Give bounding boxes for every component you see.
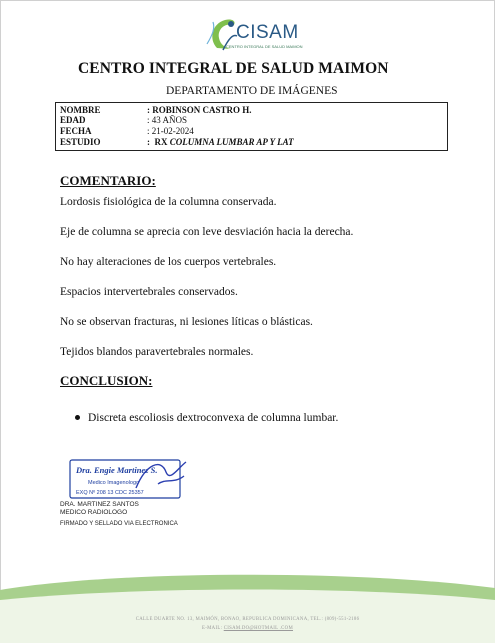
study-value [147,137,294,147]
name-value: : ROBINSON CASTRO H. [147,105,252,115]
department-label: DEPARTAMENTO DE IMÁGENES [166,85,338,97]
study-name: COLUMNA LUMBAR AP Y LAT [169,137,294,147]
logo-text: CISAM [236,22,299,43]
signature-stamp-icon [66,454,196,506]
signature-note: FIRMADO Y SELLADO VIA ELECTRONICA [60,521,178,527]
conclusion-item [75,412,338,424]
stamp-title: Medico Imagenologo [88,480,140,486]
document-title: CENTRO INTEGRAL DE SALUD MAIMON [78,60,389,77]
comment-line: Espacios intervertebrales conservados. [60,286,238,298]
age-value: : 43 AÑOS [147,115,188,125]
comment-line: Eje de columna se aprecia con leve desviación hacia la derecha. [60,226,354,238]
footer-wave-decoration [0,570,495,643]
comment-line: Tejidos blandos paravertebrales normales. [60,346,254,358]
footer-email-label: E-MAIL: [201,626,224,631]
conclusion-text: Discreta escoliosis dextroconvexa de columna lumbar. [88,412,339,424]
comment-line: No se observan fracturas, ni lesiones líticas o blásticas. [60,316,313,328]
signer-role: MEDICO RADIOLOGO [60,509,128,516]
study-prefix: : RX [147,137,170,147]
signer-block [60,501,139,517]
study-label: ESTUDIO [60,137,101,147]
stamp-exequatur: EXQ Nº 208 13 CDC 25357 [76,490,144,496]
signer-name: DRA. MARTINEZ SANTOS [60,501,139,508]
stamp-name: Dra. Engie Martinez S. [76,465,158,475]
date-label: FECHA [60,126,92,136]
conclusion-heading: CONCLUSION: [60,373,153,388]
name-label: NOMBRE [60,105,101,115]
comment-heading: COMENTARIO: [60,173,156,188]
date-value: : 21-02-2024 [147,126,194,136]
comment-line: Lordosis fisiológica de la columna conservada. [60,196,277,208]
footer-email-line [0,626,495,631]
comment-line: No hay alteraciones de los cuerpos vertebrales. [60,256,277,268]
footer-email-link[interactable]: CISAM.DO@HOTMAIL .COM [223,626,294,631]
logo-subtitle: CENTRO INTEGRAL DE SALUD MAIMON [226,44,303,49]
bullet-icon [75,415,80,420]
patient-info-box [55,102,448,151]
footer-address: CALLE DUARTE NO. 13, MAIMÓN, BONAO, REPUBLICA DOMINICANA, TEL.: (809)-551-2186 [135,617,360,622]
age-label: EDAD [60,115,86,125]
